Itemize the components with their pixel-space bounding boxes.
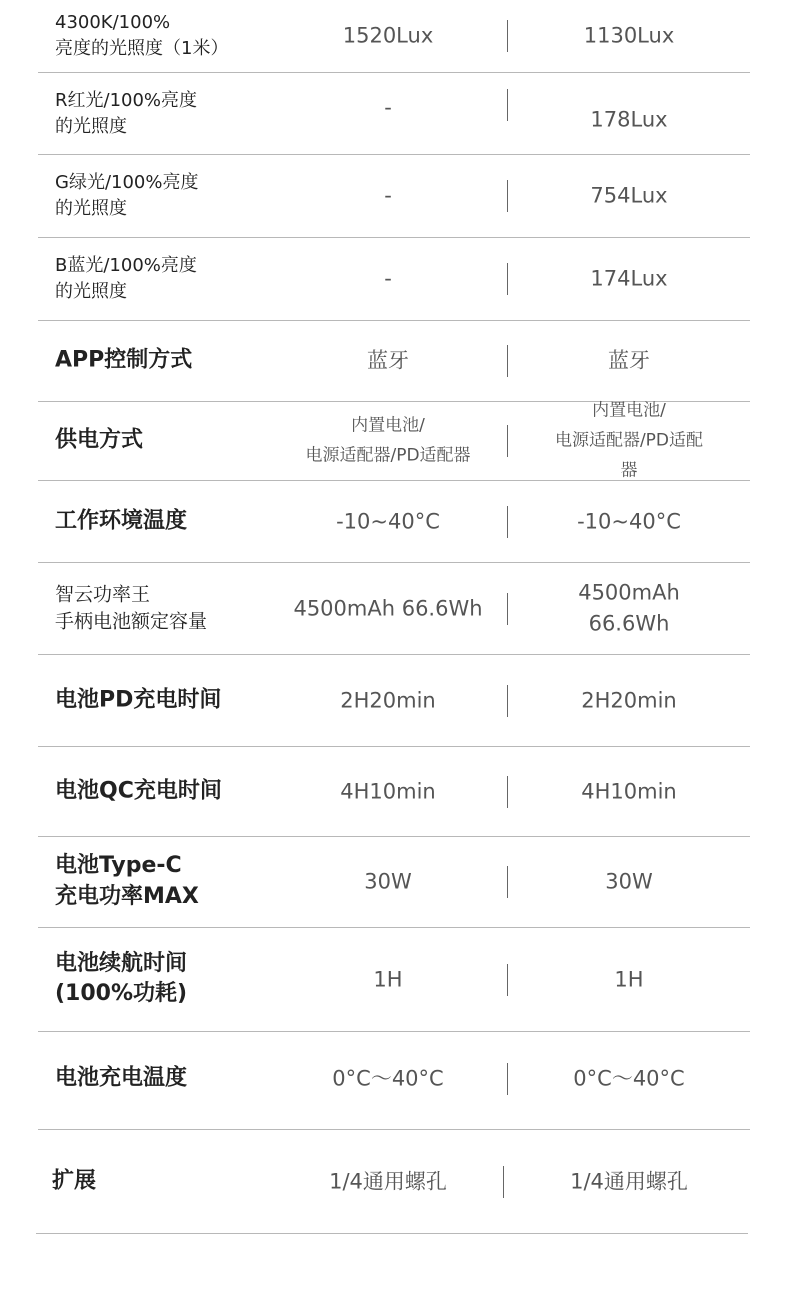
spec-value-model-1: 1520Lux [342,23,434,48]
spec-value-model-1: 1/4通用螺孔 [329,1168,447,1193]
column-divider [507,776,508,808]
spec-value-model-2: 蓝牙 [608,348,650,373]
column-divider [507,866,508,898]
spec-row-illuminance-red [0,73,790,154]
spec-value-model-1: -10~40°C [336,508,440,533]
spec-label: 电池Type-C 充电功率MAX [55,853,199,909]
spec-label: 电池续航时间 (100%功耗) [55,950,188,1007]
spec-label: 工作环境温度 [55,508,188,534]
column-divider [507,425,508,457]
spec-value-model-1: 内置电池/ 电源适配器/PD适配器 [305,415,471,465]
spec-label: 4300K/100% 亮度的光照度（1米） [55,11,229,59]
spec-label: B蓝光/100%亮度 的光照度 [55,254,197,302]
spec-value-model-2: 2H20min [581,687,677,712]
spec-value-model-1: 30W [364,869,412,894]
column-divider [507,964,508,996]
spec-value-model-1: 0°C～40°C [332,1065,444,1090]
spec-row-illuminance-4300k [0,0,790,72]
spec-row-expansion [0,1130,790,1233]
column-divider [507,593,508,625]
spec-row-qc-charge-time [0,747,790,836]
spec-value-model-1: 4H10min [340,778,436,803]
spec-row-charging-temperature [0,1032,790,1129]
spec-value-model-1: 1H [373,966,403,991]
spec-label: 供电方式 [55,427,144,453]
spec-value-model-2: 0°C～40°C [573,1065,685,1090]
spec-value-model-2: 178Lux [590,106,668,131]
column-divider [507,263,508,295]
spec-value-model-2: -10~40°C [577,508,681,533]
column-divider [507,89,508,121]
spec-value-model-2: 1130Lux [583,23,675,48]
spec-row-operating-temperature [0,481,790,562]
spec-value-model-2: 1H [614,966,644,991]
spec-label: R红光/100%亮度 的光照度 [55,89,198,137]
column-divider [507,345,508,377]
spec-label: 电池PD充电时间 [55,687,222,713]
spec-value-model-2: 174Lux [590,266,668,291]
spec-value-model-2: 30W [605,869,653,894]
column-divider [507,180,508,212]
spec-value-model-1: 蓝牙 [367,348,409,373]
spec-value-model-1: 2H20min [340,687,436,712]
spec-row-pd-charge-time [0,655,790,746]
spec-row-battery-runtime [0,928,790,1031]
spec-value-model-2: 4H10min [581,778,677,803]
column-divider [507,1063,508,1095]
column-divider [503,1166,504,1198]
row-divider [36,1233,748,1234]
spec-row-typec-charge-power [0,837,790,927]
spec-value-model-1: - [384,94,392,119]
spec-label: 智云功率王 手柄电池额定容量 [55,582,208,633]
spec-value-model-1: - [384,266,392,291]
column-divider [507,20,508,52]
spec-value-model-1: - [384,183,392,208]
spec-value-model-2: 754Lux [590,183,668,208]
spec-label: 电池QC充电时间 [55,778,222,804]
spec-value-model-2: 1/4通用螺孔 [570,1168,688,1193]
spec-value-model-2: 4500mAh 66.6Wh [578,580,680,636]
spec-row-battery-capacity [0,563,790,654]
spec-row-power-supply [0,402,790,480]
column-divider [507,506,508,538]
spec-row-illuminance-green [0,155,790,237]
spec-label: APP控制方式 [55,347,193,373]
spec-row-illuminance-blue [0,238,790,320]
column-divider [507,685,508,717]
spec-label: 电池充电温度 [55,1065,188,1091]
spec-value-model-1: 4500mAh 66.6Wh [293,595,483,620]
spec-row-app-control [0,321,790,401]
spec-label: G绿光/100%亮度 的光照度 [55,171,199,219]
spec-value-model-2: 内置电池/ 电源适配器/PD适配器 [554,400,704,480]
spec-label: 扩展 [52,1168,97,1194]
